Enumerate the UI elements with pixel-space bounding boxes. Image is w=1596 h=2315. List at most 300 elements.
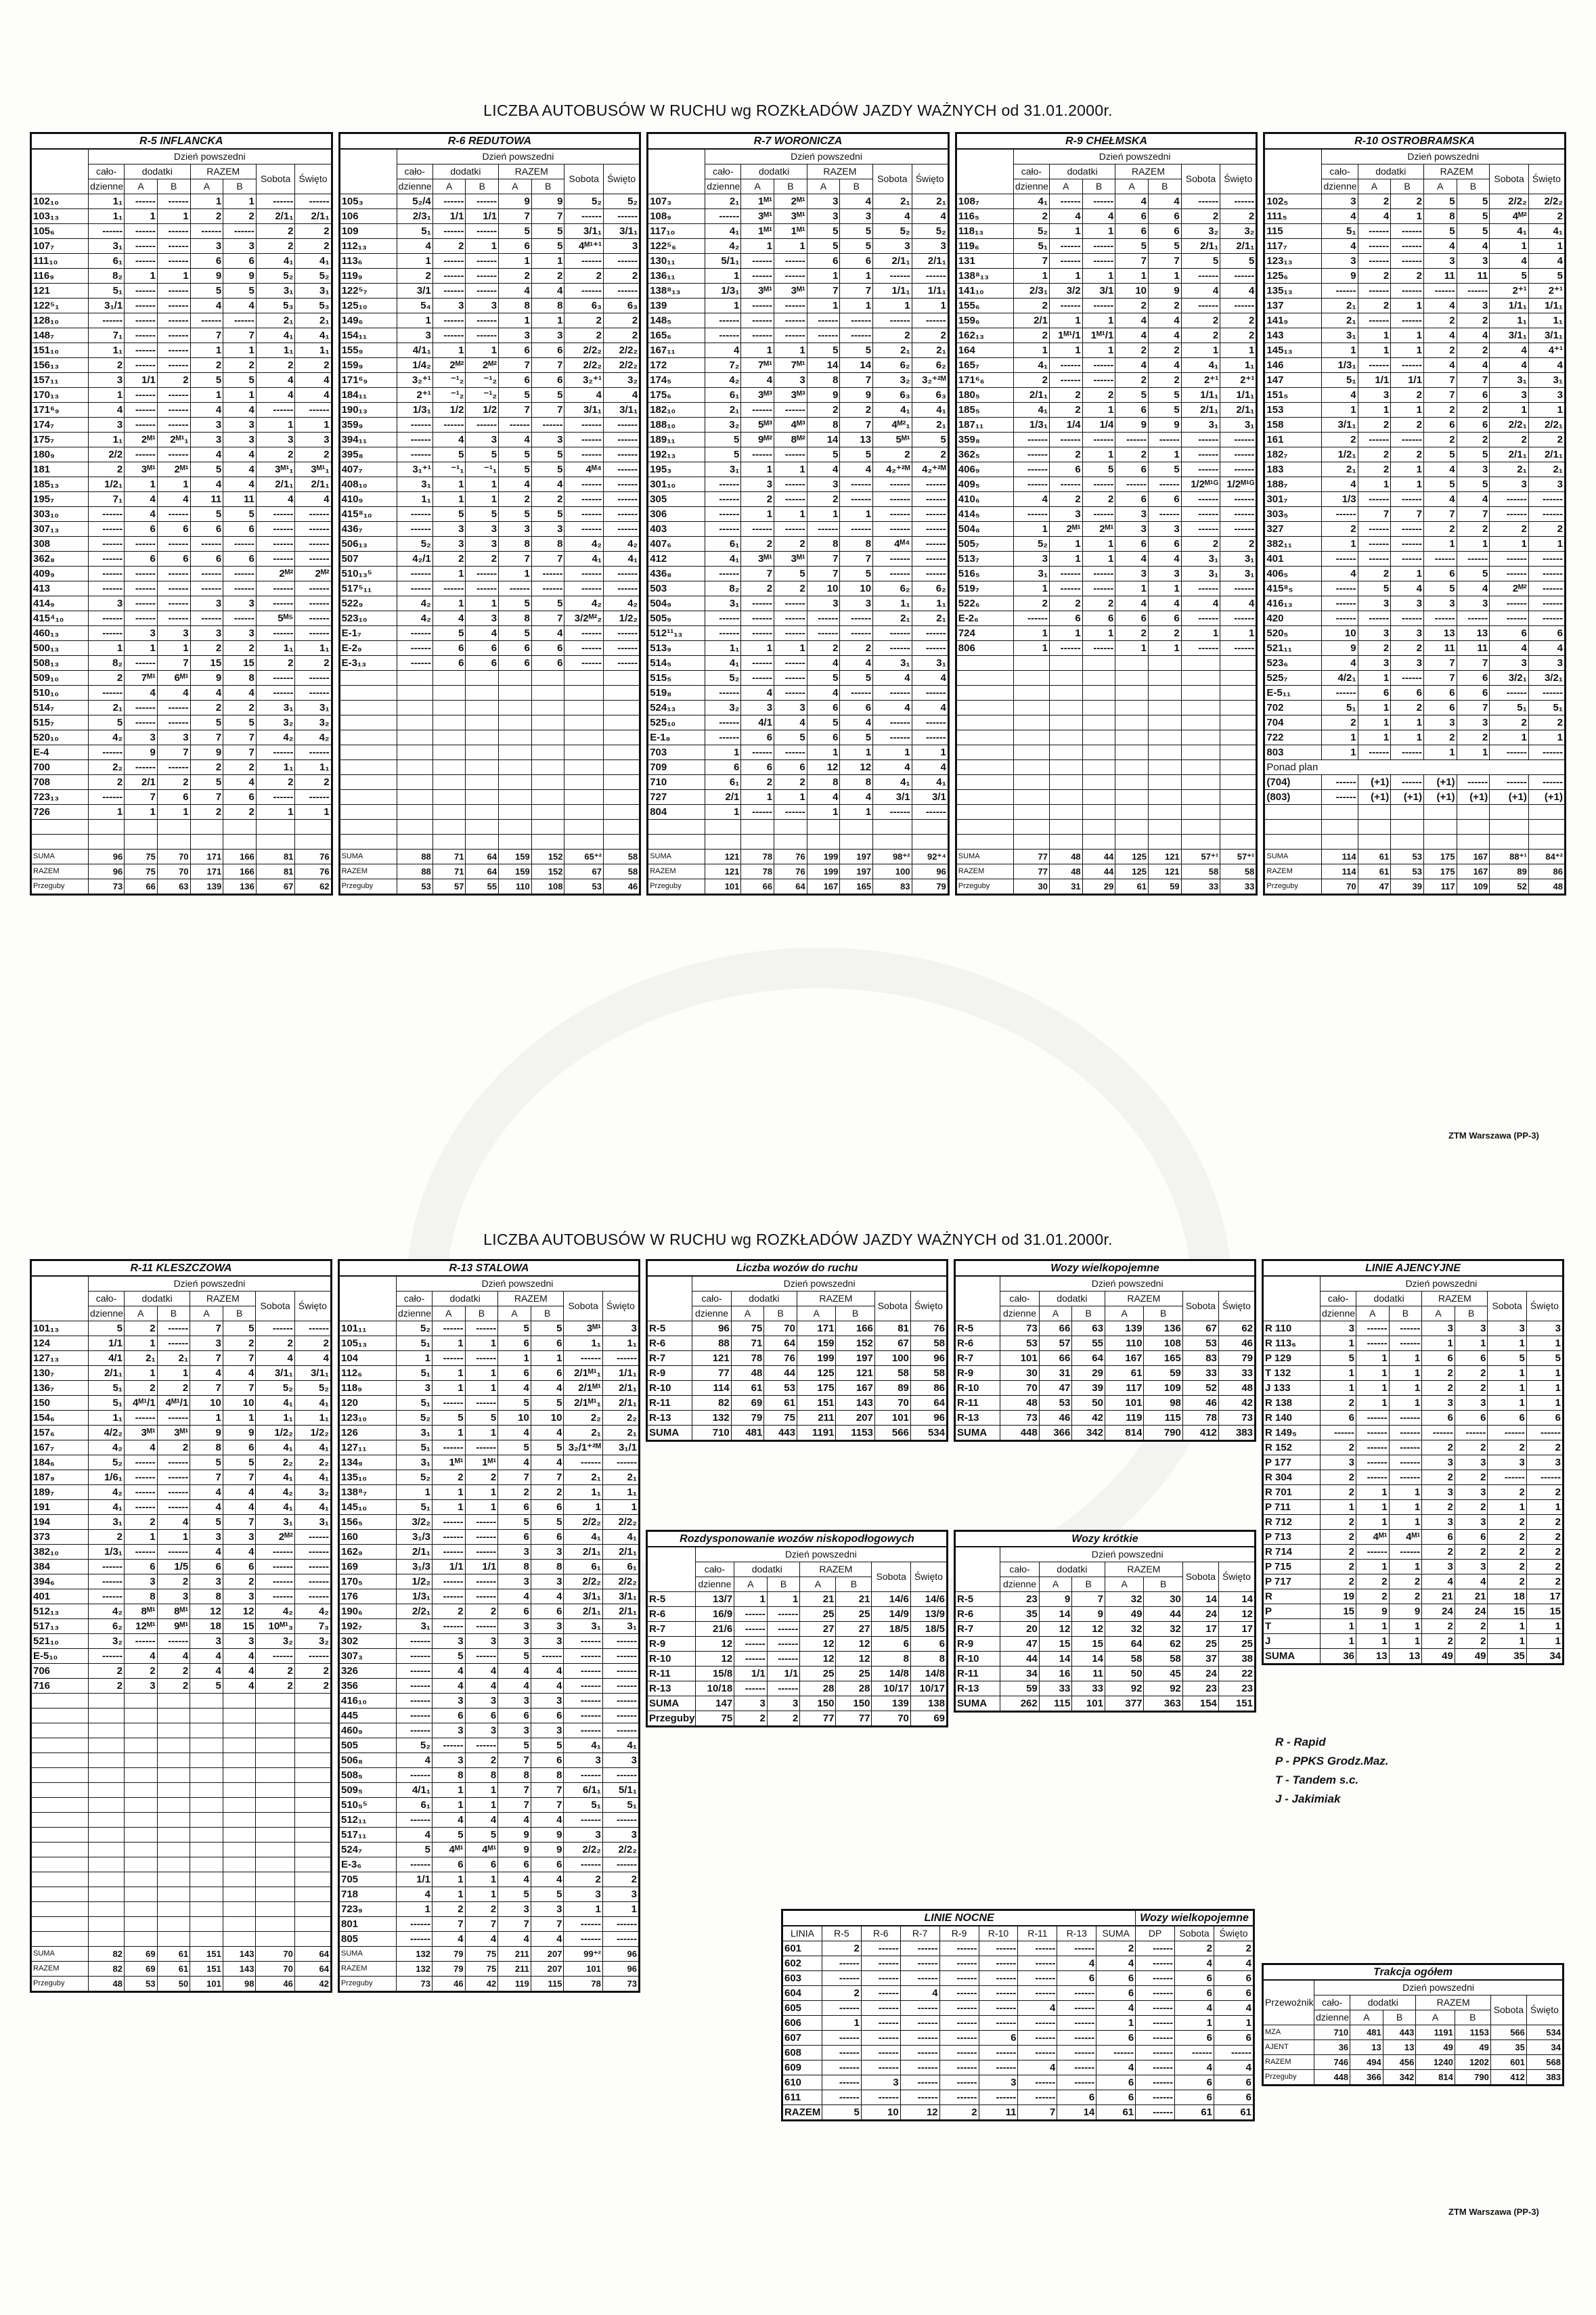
empty-cell (564, 760, 604, 775)
value-cell: 151 (797, 1396, 835, 1411)
value-cell: 89 (1490, 864, 1529, 879)
empty-cell (157, 1798, 190, 1813)
section-title: R-5 INFLANCKA (32, 134, 332, 150)
table-row (1265, 194, 1565, 209)
value-cell: 143 (223, 1962, 256, 1977)
empty-cell (1115, 835, 1149, 850)
line-cell: 122⁵₁ (32, 299, 89, 313)
value-cell: 100 (874, 1351, 910, 1366)
line-cell: R-5 (956, 1321, 1000, 1336)
table-row (648, 1607, 947, 1622)
value-cell: 6 (1455, 1530, 1488, 1545)
line-cell: 162₉ (340, 1545, 397, 1560)
empty-cell (531, 671, 564, 686)
value-cell: 1 (1358, 403, 1391, 418)
line-cell: 510₁₃⁵ (340, 567, 397, 581)
empty-cell (294, 1708, 330, 1723)
value-cell: ------ (741, 447, 774, 462)
value-cell: 3ᴹ³ (741, 388, 774, 403)
header-swieto: Święto (295, 164, 331, 194)
value-cell: 2/2₂ (564, 343, 604, 358)
value-cell: ------ (1057, 2001, 1096, 2016)
value-cell: 6 (498, 1857, 531, 1872)
value-cell: 1 (433, 1366, 466, 1381)
empty-cell (1049, 715, 1082, 730)
line-cell: 373 (32, 1530, 89, 1545)
empty-cell (157, 820, 190, 835)
value-cell: 4 (223, 686, 257, 701)
value-cell: 109 (1457, 879, 1490, 894)
line-cell: 123₁₀ (340, 1411, 397, 1426)
value-cell: 46 (1039, 1411, 1072, 1426)
value-cell: 8 (499, 611, 532, 626)
value-cell: 566 (874, 1426, 910, 1440)
table-row (956, 596, 1256, 611)
value-cell: ------ (433, 1440, 466, 1455)
value-cell: 65⁺² (564, 850, 604, 864)
value-cell: 3 (840, 596, 873, 611)
value-cell: 4₁ (912, 403, 948, 418)
empty-cell (433, 835, 466, 850)
value-cell: 4 (1149, 313, 1182, 328)
value-cell: 412 (1490, 2070, 1526, 2085)
empty-row (340, 760, 640, 775)
value-cell: ------ (873, 477, 912, 492)
empty-cell (88, 1723, 124, 1738)
line-cell: 120 (340, 1396, 397, 1411)
empty-cell (499, 715, 532, 730)
value-cell: 3 (531, 328, 564, 343)
table-row (340, 1485, 639, 1500)
empty-cell (190, 1843, 223, 1857)
value-cell: ------ (89, 224, 125, 239)
table-row (956, 433, 1256, 447)
line-cell: 112₁₃ (340, 239, 397, 254)
value-cell: 3 (1457, 596, 1490, 611)
table-row (1264, 2070, 1563, 2085)
value-cell: ------ (1082, 567, 1115, 581)
empty-cell (294, 1902, 330, 1917)
empty-row (32, 1723, 331, 1738)
value-cell: 70 (157, 850, 190, 864)
empty-cell (1082, 805, 1115, 820)
value-cell: 2 (190, 358, 223, 373)
empty-cell (1457, 805, 1490, 820)
value-cell: ------ (125, 537, 158, 552)
value-cell: 2 (223, 358, 257, 373)
line-cell: RAZEM (783, 2105, 822, 2120)
value-cell: ------ (774, 492, 807, 507)
value-cell: 5 (190, 1455, 223, 1470)
value-cell: 10 (223, 1396, 256, 1411)
value-cell: ------ (125, 194, 158, 209)
value-cell: ------ (1115, 433, 1149, 447)
table-row (340, 1366, 639, 1381)
value-cell: ------ (125, 284, 158, 299)
value-cell: ------ (1457, 552, 1490, 567)
value-cell: 1/2₂ (294, 1426, 330, 1440)
value-cell: ------ (602, 1723, 638, 1738)
empty-cell (32, 835, 89, 850)
header-razem: RAZEM (1105, 1292, 1182, 1306)
value-cell: 83 (873, 879, 912, 894)
header-sub: dzienne (1000, 1306, 1039, 1321)
value-cell: 7 (1358, 507, 1391, 522)
value-cell: ------ (89, 552, 125, 567)
value-cell: 2 (912, 328, 948, 343)
table-row (340, 626, 640, 641)
value-cell: ------ (433, 1574, 466, 1589)
value-cell: ------ (433, 328, 466, 343)
value-cell: ------ (256, 522, 295, 537)
value-cell: 1 (1356, 1560, 1390, 1574)
empty-cell (648, 835, 705, 850)
value-cell: 4 (433, 1679, 466, 1694)
line-cell: E-5₁₁ (1265, 686, 1322, 701)
value-cell: 1 (705, 269, 741, 284)
line-cell: 505₇ (956, 537, 1013, 552)
value-cell: 2/2₁ (396, 1604, 432, 1619)
value-cell: ------ (1356, 1455, 1390, 1470)
line-cell: 119₆ (956, 239, 1013, 254)
value-cell: 8 (840, 537, 873, 552)
value-cell: 3 (465, 1723, 498, 1738)
line-cell: 113₆ (340, 254, 397, 269)
value-cell: 1/2₂ (604, 611, 640, 626)
value-cell: 2 (1457, 730, 1490, 745)
value-cell: 1 (840, 805, 873, 820)
value-cell: 5 (1149, 239, 1182, 254)
value-cell: 64 (294, 1962, 330, 1977)
line-cell: R-10 (956, 1652, 1000, 1667)
value-cell: 1 (807, 507, 840, 522)
value-cell: 2/1₁ (873, 254, 912, 269)
value-cell: 5 (1423, 477, 1457, 492)
value-cell: 14 (1039, 1607, 1072, 1622)
value-cell: ⁻¹₁ (466, 462, 499, 477)
empty-cell (1220, 805, 1256, 820)
table-row (1265, 537, 1565, 552)
value-cell: 152 (531, 850, 564, 864)
value-cell: 1₁ (564, 1336, 602, 1351)
value-cell: 6 (1214, 2090, 1253, 2105)
value-cell: 75 (465, 1962, 498, 1977)
value-cell: 67 (874, 1336, 910, 1351)
empty-cell (1149, 820, 1182, 835)
value-cell: 61 (731, 1381, 764, 1396)
value-cell: ------ (157, 596, 190, 611)
value-cell: 14 (1182, 1592, 1218, 1607)
value-cell: 4₁ (873, 775, 912, 790)
value-cell: ------ (1049, 239, 1082, 254)
table-row (1265, 641, 1565, 656)
value-cell: 6 (223, 552, 257, 567)
value-cell: 2 (1149, 373, 1182, 388)
value-cell: 3/1₁ (564, 403, 604, 418)
value-cell: ------ (466, 254, 499, 269)
value-cell: 7 (157, 745, 190, 760)
value-cell: 2₁ (1322, 299, 1358, 313)
table-row (1264, 1366, 1563, 1381)
value-cell: 3₁ (1013, 567, 1049, 581)
empty-row (1265, 835, 1565, 850)
value-cell: 456 (1383, 2055, 1416, 2070)
line-cell: 122⁵₇ (340, 284, 397, 299)
value-cell: 7 (807, 552, 840, 567)
value-cell: ------ (125, 388, 158, 403)
line-cell: R-13 (956, 1411, 1000, 1426)
header-sub: B (1072, 1306, 1105, 1321)
value-cell: 6 (531, 1604, 564, 1619)
value-cell: ------ (564, 1679, 602, 1694)
value-cell: ------ (294, 1589, 330, 1604)
value-cell: ------ (1322, 596, 1358, 611)
empty-cell (88, 1872, 124, 1887)
value-cell: (+1) (1457, 790, 1490, 805)
value-cell: 3 (1455, 1396, 1488, 1411)
empty-cell (433, 760, 466, 775)
table-row (32, 507, 332, 522)
value-cell: 4 (466, 626, 499, 641)
value-cell: 24 (1455, 1604, 1488, 1619)
empty-cell (125, 820, 158, 835)
table-row (1264, 1351, 1563, 1366)
value-cell: ------ (125, 581, 158, 596)
value-cell: 15 (1488, 1604, 1526, 1619)
line-cell: 505 (340, 1738, 397, 1753)
value-cell: 109 (1144, 1381, 1182, 1396)
value-cell: 121 (1149, 850, 1182, 864)
value-cell: 4₂ (88, 1485, 124, 1500)
header-calo: cało- (1314, 1996, 1350, 2010)
value-cell: 3 (912, 239, 948, 254)
value-cell: ------ (767, 1607, 800, 1622)
line-cell: 609 (783, 2060, 822, 2075)
header-calo: cało- (705, 164, 741, 179)
header-razem: RAZEM (1422, 1292, 1488, 1306)
value-cell: 3/2₂ (396, 1515, 432, 1530)
value-cell: 2/2₂ (564, 1574, 602, 1589)
value-cell: 1 (705, 805, 741, 820)
empty-cell (564, 715, 604, 730)
empty-cell (1149, 835, 1182, 850)
line-cell: R-11 (648, 1396, 692, 1411)
table-row (340, 1530, 639, 1545)
value-cell: 2 (531, 1485, 564, 1500)
value-cell: ------ (1423, 552, 1457, 567)
value-cell: 3/1₁ (604, 403, 640, 418)
value-cell: 33 (1181, 879, 1220, 894)
value-cell: ------ (912, 552, 948, 567)
header-swieto: Święto (1528, 164, 1564, 194)
agency-lines-section (1262, 1259, 1564, 1665)
line-cell: 145₁₀ (340, 1500, 397, 1515)
value-cell: 4 (396, 1828, 432, 1843)
value-cell: ------ (397, 641, 433, 656)
value-cell: 2 (1013, 328, 1049, 343)
value-cell: 66 (741, 879, 774, 894)
caption-row (648, 1261, 947, 1277)
empty-cell (466, 790, 499, 805)
value-cell: 61 (1214, 2105, 1253, 2120)
value-cell: 2 (1358, 641, 1391, 656)
value-cell: 2 (256, 1336, 294, 1351)
value-cell: 1 (499, 567, 532, 581)
table-row (1264, 1426, 1563, 1440)
table-row (32, 790, 332, 805)
value-cell: ------ (157, 581, 190, 596)
empty-row (32, 820, 332, 835)
route-section (30, 132, 333, 896)
value-cell: 13 (1350, 2040, 1383, 2055)
value-cell: ------ (1391, 671, 1424, 686)
value-cell: ------ (604, 209, 640, 224)
value-cell: 6 (1457, 671, 1490, 686)
value-cell: 12 (695, 1652, 734, 1667)
value-cell: 1 (1391, 209, 1424, 224)
value-cell: ------ (939, 2001, 979, 2016)
line-cell: P 715 (1264, 1560, 1321, 1574)
empty-row (340, 730, 640, 745)
value-cell: ------ (256, 686, 295, 701)
empty-cell (1149, 790, 1182, 805)
value-cell: 1/1₁ (1181, 388, 1220, 403)
line-cell: Przeguby (1265, 879, 1322, 894)
value-cell: ------ (157, 1485, 190, 1500)
value-cell: 4ᴹ⁴ (564, 462, 604, 477)
value-cell: 2/3₁ (1013, 284, 1049, 299)
table-row (648, 1667, 947, 1681)
value-cell: ------ (157, 328, 190, 343)
empty-cell (564, 701, 604, 715)
value-cell: 58 (1105, 1652, 1143, 1667)
line-cell: 382₁₁ (1265, 537, 1322, 552)
empty-cell (1013, 775, 1049, 790)
value-cell: 7 (741, 567, 774, 581)
value-cell: 13 (1457, 626, 1490, 641)
value-cell: 1/4 (1049, 418, 1082, 433)
value-cell: 75 (125, 864, 158, 879)
value-cell: ------ (1356, 1470, 1390, 1485)
value-cell: 1 (1115, 269, 1149, 284)
value-cell: 2 (256, 447, 295, 462)
night-header: R-9 (939, 1926, 979, 1941)
value-cell: ------ (741, 328, 774, 343)
value-cell: 5 (223, 284, 257, 299)
table-row (648, 328, 948, 343)
line-cell: 516₅ (956, 567, 1013, 581)
table-row (32, 1545, 331, 1560)
value-cell: ------ (822, 1956, 861, 1971)
table-row (1264, 1604, 1563, 1619)
value-cell: 2 (499, 492, 532, 507)
line-cell: 301₇ (1265, 492, 1322, 507)
value-cell: 448 (1000, 1426, 1039, 1440)
value-cell: 5 (531, 596, 564, 611)
value-cell: 24 (1182, 1667, 1218, 1681)
line-cell: 145₁₃ (1265, 343, 1322, 358)
caption-row (648, 1532, 947, 1547)
value-cell: 5 (499, 596, 532, 611)
value-cell: 1 (1013, 581, 1049, 596)
value-cell: 8ᴹ² (774, 433, 807, 447)
value-cell: 46 (256, 1977, 294, 1991)
table-row (32, 656, 332, 671)
line-cell: 169 (340, 1560, 397, 1574)
value-cell: ------ (1181, 433, 1220, 447)
value-cell: ------ (466, 313, 499, 328)
value-cell: 1 (1149, 581, 1182, 596)
value-cell: 33 (1182, 1366, 1218, 1381)
value-cell: 5 (531, 388, 564, 403)
value-cell: 138 (910, 1696, 946, 1711)
empty-cell (1049, 701, 1082, 715)
line-cell: 306 (648, 507, 705, 522)
header-sub: A (1422, 1306, 1455, 1321)
header-row (1264, 1276, 1563, 1292)
empty-row (32, 1813, 331, 1828)
value-cell: 7 (190, 328, 223, 343)
value-cell: 2/1₁ (256, 209, 295, 224)
value-cell: 7 (190, 1321, 223, 1336)
value-cell: 4 (1528, 641, 1564, 656)
empty-cell (604, 790, 640, 805)
value-cell: 3₁⁺¹ (397, 462, 433, 477)
empty-cell (157, 1694, 190, 1708)
value-cell: 3 (602, 1753, 638, 1768)
table-row (1264, 1485, 1563, 1500)
value-cell: 1 (1391, 299, 1424, 313)
table-row (648, 760, 948, 775)
header-linia (956, 1276, 1000, 1321)
value-cell: (+1) (1528, 790, 1564, 805)
table-row (32, 641, 332, 656)
value-cell: 1ᴹ¹ (433, 1455, 466, 1470)
value-cell: 6 (1457, 418, 1490, 433)
table-row (32, 1321, 331, 1336)
value-cell: 48 (1218, 1381, 1254, 1396)
empty-cell (88, 1857, 124, 1872)
value-cell: 3 (564, 1828, 602, 1843)
line-cell: 187₁₁ (956, 418, 1013, 433)
value-cell: ------ (396, 1857, 432, 1872)
value-cell: 5 (1457, 477, 1490, 492)
value-cell: 61 (1358, 864, 1391, 879)
line-cell: 409₉ (32, 567, 89, 581)
value-cell: 167 (836, 1381, 874, 1396)
table-row (1265, 864, 1565, 879)
table-row (956, 1652, 1255, 1667)
value-cell: 1/5 (157, 1560, 190, 1574)
value-cell: 4 (873, 701, 912, 715)
value-cell: 3 (604, 239, 640, 254)
value-cell: 1 (157, 269, 190, 284)
value-cell: 3 (397, 328, 433, 343)
value-cell: ------ (125, 328, 158, 343)
value-cell: 3₂ (705, 701, 741, 715)
empty-cell (223, 1694, 256, 1708)
value-cell: ------ (1136, 2046, 1175, 2060)
value-cell: 7 (465, 1917, 498, 1932)
value-cell: 2 (741, 775, 774, 790)
line-cell: 180₅ (956, 388, 1013, 403)
value-cell: 5 (190, 373, 223, 388)
value-cell: 3 (125, 1679, 158, 1694)
value-cell: 12 (1072, 1622, 1105, 1637)
table-row (648, 239, 948, 254)
header-sub: B (531, 179, 564, 194)
empty-cell (256, 1932, 294, 1947)
